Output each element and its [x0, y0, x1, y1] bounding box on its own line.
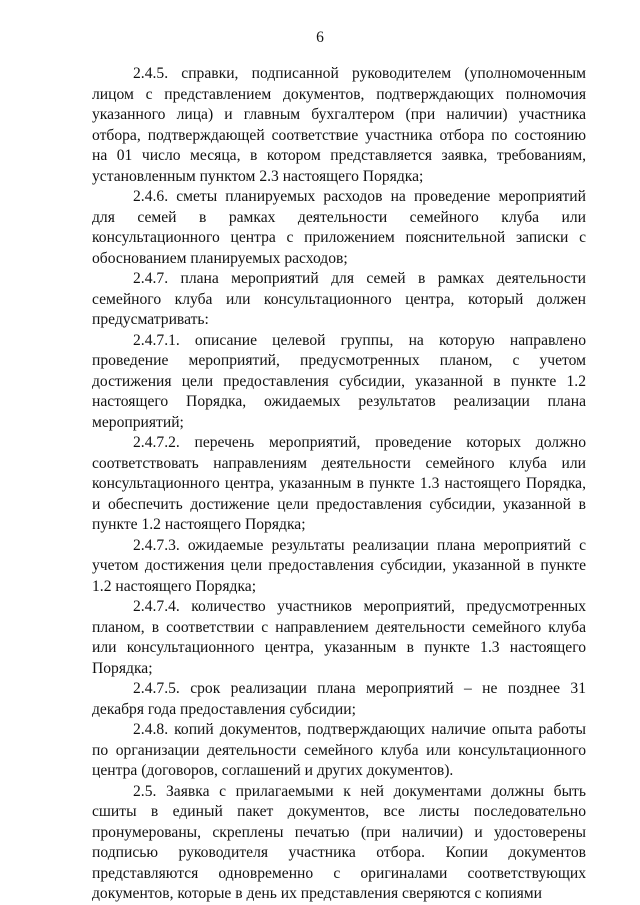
paragraph-2-4-7-4: 2.4.7.4. количество участников мероприятий, предусмотренных планом, в соответствии с направлением деятельности семейного клуба или консультационного центра, указанным в пункте 1.3 настоящего Порядка;	[92, 598, 586, 677]
paragraph-2-4-7-2: 2.4.7.2. перечень мероприятий, проведение которых должно соответствовать направлениям деятельности семейного клуба или консультационного центра, указанным в пункте 1.3 настоящего Порядка, и обеспечить достижение цели предоставления субсидии, указанной в пункте 1.2 настоящего Порядка;	[92, 434, 586, 533]
paragraph-2-4-7-3: 2.4.7.3. ожидаемые результаты реализации плана мероприятий с учетом достижения цели предоставления субсидии, указанной в пункте 1.2 настоящего Порядка;	[92, 536, 586, 595]
paragraph-2-4-5: 2.4.5. справки, подписанной руководителем (уполномоченным лицом с представлением документов, подтверждающих полномочия указанного лица) и главным бухгалтером (при наличии) участника отбора, подтверждающей соответствие участника отбора по состоянию на 01 число месяца, в котором представляется заявка, требованиям, установленным пунктом 2.3 настоящего Порядка;	[92, 65, 586, 185]
paragraph-2-4-7-5: 2.4.7.5. срок реализации плана мероприятий – не позднее 31 декабря года предоставления субсидии;	[92, 680, 586, 718]
paragraph-2-5: 2.5. Заявка с прилагаемыми к ней документами должны быть сшиты в единый пакет документов, все листы последовательно пронумерованы, скреплены печатью (при наличии) и удостоверены подписью руководителя участника отбора. Копии документов представляются одновременно с оригиналами соответствующих документов, которые в день их представления сверяются с копиями	[92, 782, 586, 902]
page-number: 6	[316, 29, 324, 46]
paragraph-2-4-6: 2.4.6. сметы планируемых расходов на проведение мероприятий для семей в рамках деятельности семейного клуба или консультационного центра с приложением пояснительной записки с обоснованием планируемых расходов;	[92, 188, 586, 267]
document-body	[92, 64, 586, 905]
paragraph-2-4-7-1: 2.4.7.1. описание целевой группы, на которую направлено проведение мероприятий, предусмотренных планом, с учетом достижения цели предоставления субсидии, указанной в пункте 1.2 настоящего Порядка, ожидаемых результатов реализации плана мероприятий;	[92, 331, 586, 431]
paragraph-2-4-8: 2.4.8. копий документов, подтверждающих наличие опыта работы по организации деятельности семейного клуба или консультационного центра (договоров, соглашений и других документов).	[92, 721, 586, 779]
paragraph-2-4-7: 2.4.7. плана мероприятий для семей в рамках деятельности семейного клуба или консультационного центра, который должен предусматривать:	[92, 270, 586, 328]
